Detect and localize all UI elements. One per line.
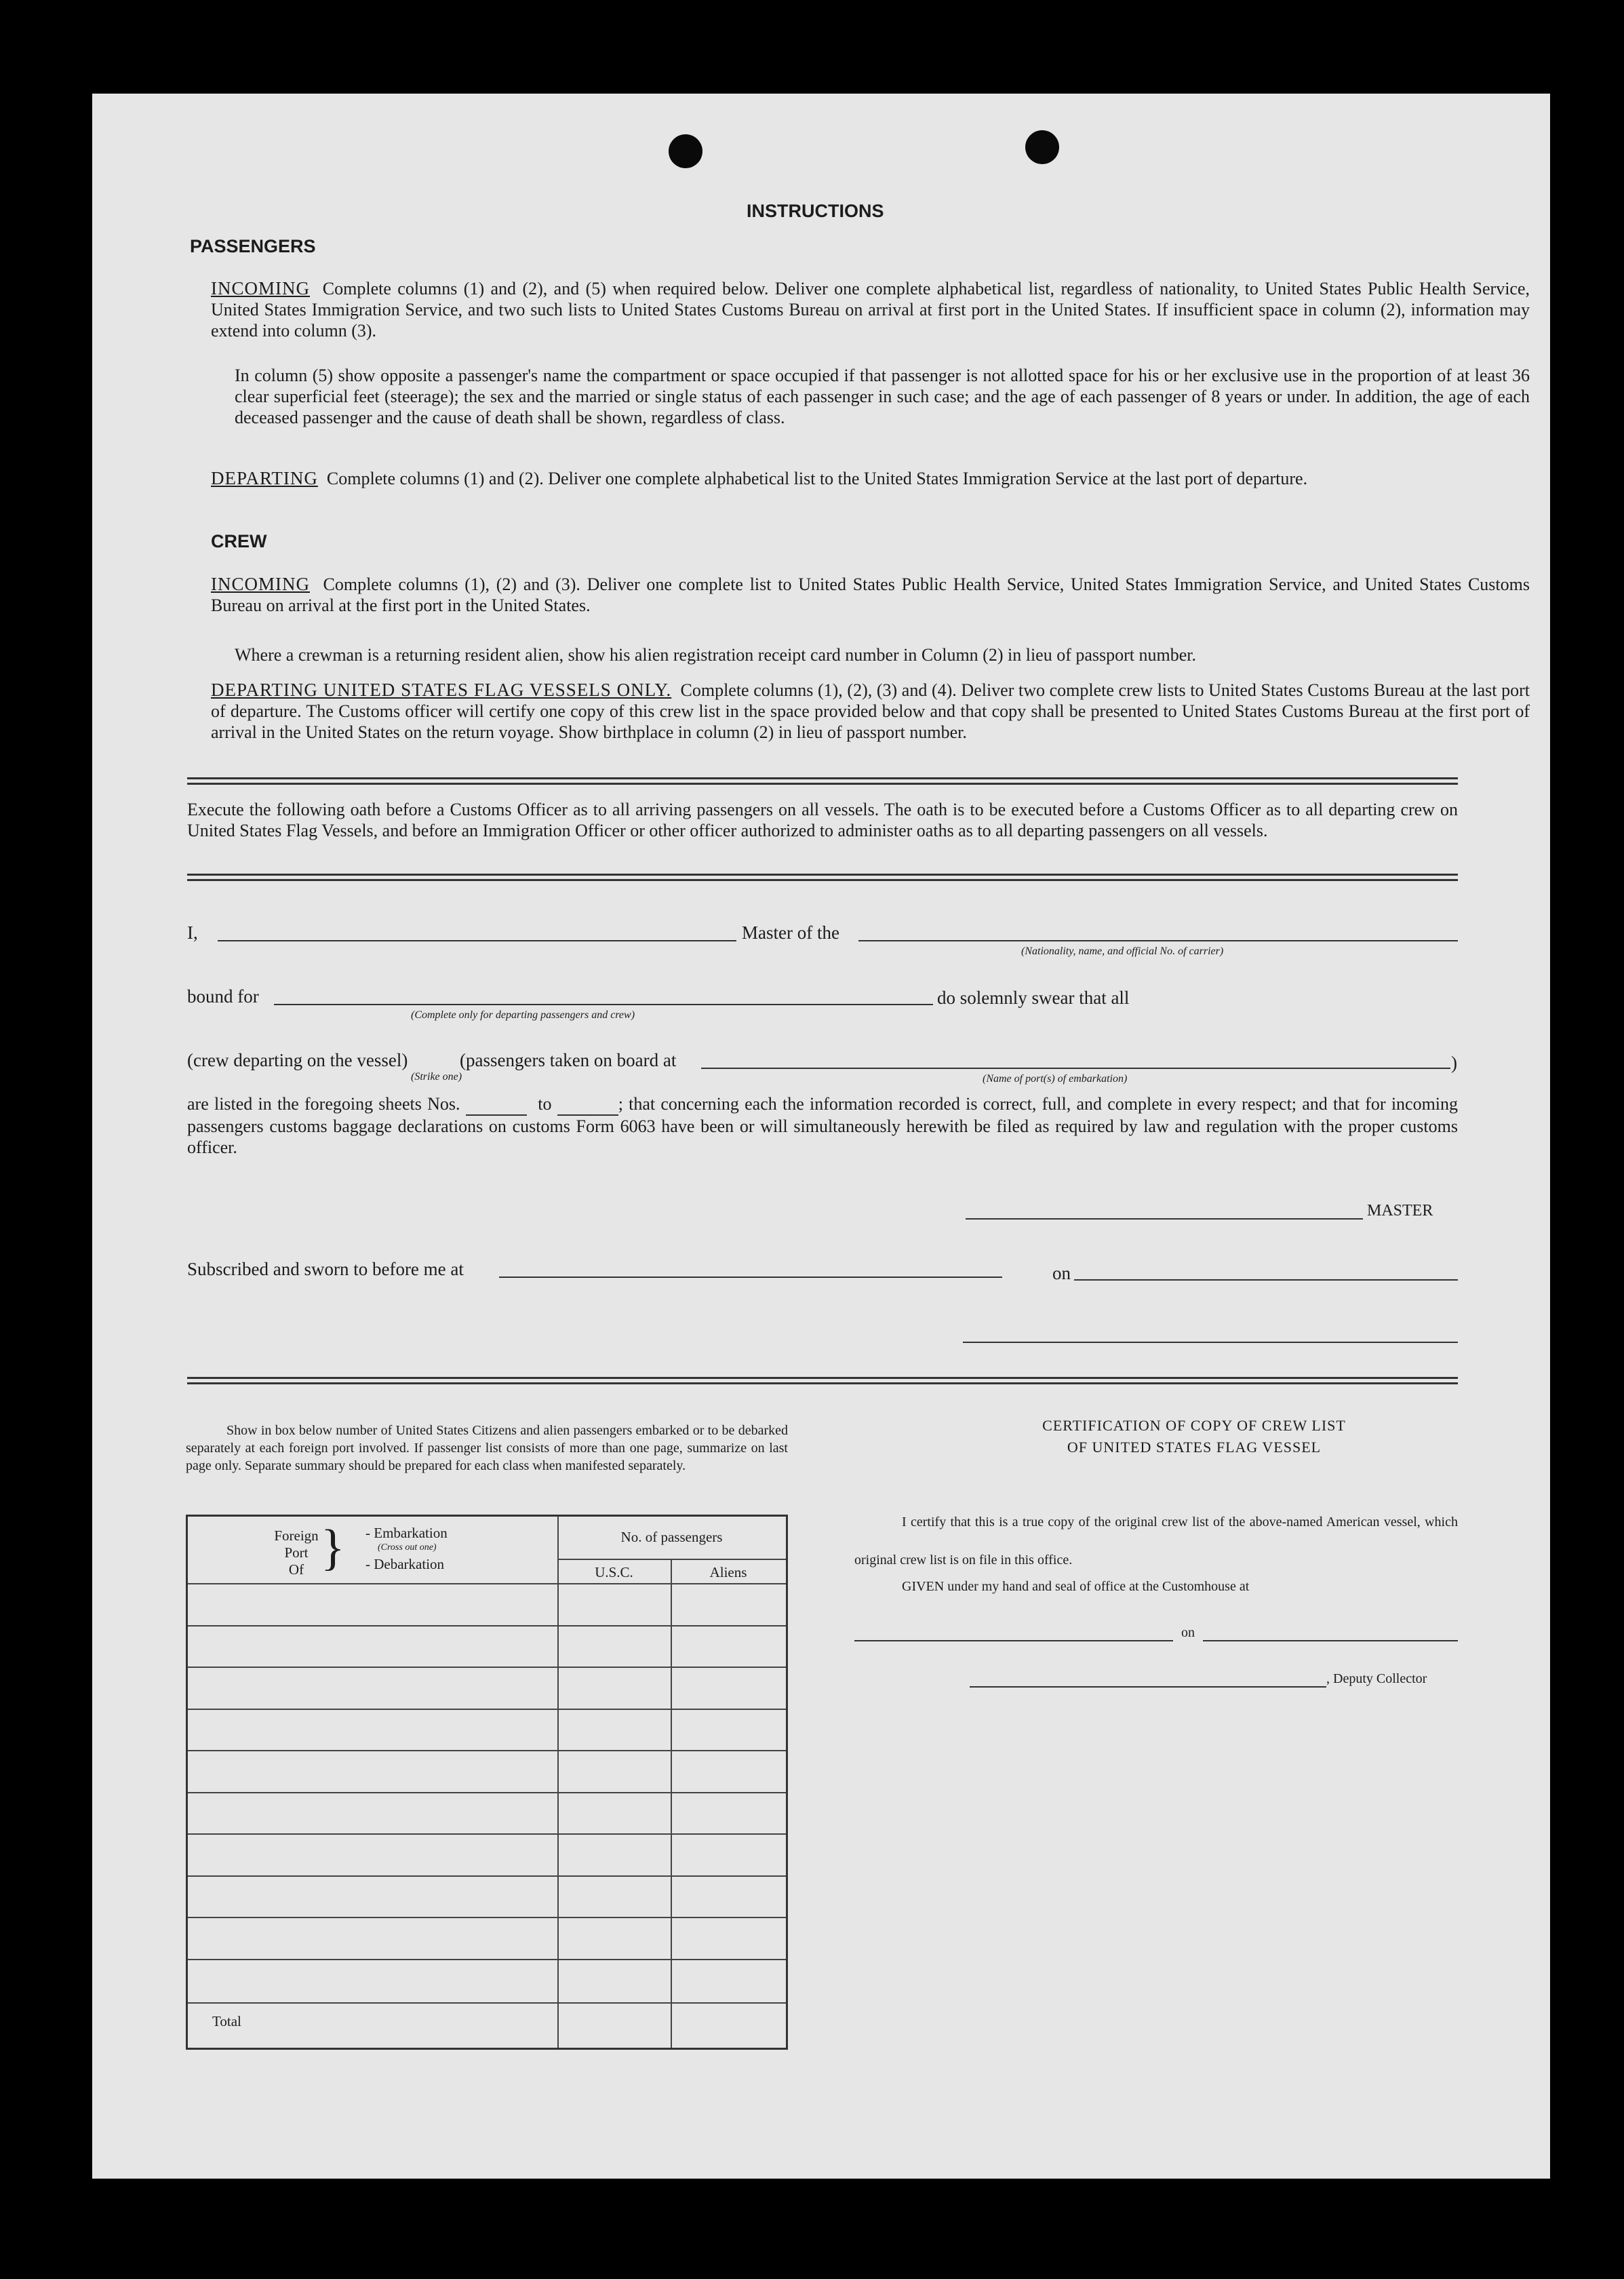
departing-us-label: DEPARTING UNITED STATES FLAG VESSELS ONLY. [211,680,672,700]
oath-i-label: I, [187,922,198,943]
foreign-port-of: Foreign Port Of [274,1527,319,1578]
master-label: MASTER [1367,1202,1433,1220]
solemnly-text: do solemnly swear that all [937,988,1130,1008]
embarkation-label[interactable]: - Embarkation [365,1525,448,1541]
sheet-to-line[interactable] [557,1093,618,1116]
listed-text-a: are listed in the foregoing sheets Nos. [187,1094,460,1114]
punch-hole-left [669,134,702,168]
crew-incoming-paragraph [211,574,1530,616]
no-passengers-header: No. of passengers [620,1529,723,1545]
embarkation-port-line[interactable] [701,1068,1450,1069]
port-note: (Name of port(s) of embarkation) [983,1073,1128,1085]
certify-text: I certify that this is a true copy of the original crew list of the above-named American vessel, which original crew list is on file in this office. [854,1515,1458,1567]
crew-incoming-text: Complete columns (1), (2) and (3). Deliver one complete list to United States Public Health Service, United States Immigration Service, and United States Customs Bureau on arrival at the first port in the United States. [211,574,1530,615]
certification-title-1: CERTIFICATION OF COPY OF CREW LIST [1042,1417,1346,1434]
passengers-departing-paragraph [211,468,1530,489]
subscribed-date-line[interactable] [1074,1279,1458,1281]
divider-top [187,777,1458,785]
passengers-taken-text[interactable]: (passengers taken on board at [460,1050,677,1070]
given-text: GIVEN under my hand and seal of office at the Customhouse at [902,1579,1250,1594]
cert-date-line[interactable] [1203,1640,1458,1641]
crew-departing-text[interactable]: (crew departing on the vessel) [187,1050,408,1070]
bound-for-line[interactable] [274,1004,933,1005]
passengers-heading: PASSENGERS [190,236,316,256]
aliens-header: Aliens [709,1564,747,1580]
usc-header: U.S.C. [595,1564,633,1580]
subscribed-label: Subscribed and sworn to before me at [187,1259,464,1279]
divider-bottom [187,1377,1458,1384]
subscribed-place-line[interactable] [499,1277,1002,1278]
column5-paragraph: In column (5) show opposite a passenger's name the compartment or space occupied if that passenger is not allotted space for his or her exclusive use in the proportion of at least 36 clear superficial feet (steerage); the sex and the married or single status of each passenger in such case; and the age of each passenger of 8 years or under. In addition, the age of each deceased passenger and the cause of death shall be shown, regardless of class. [235,366,1530,427]
crew-heading: CREW [211,531,267,551]
departing-us-paragraph [211,680,1530,743]
strike-one-note: (Strike one) [411,1071,462,1083]
passengers-departing-text: Complete columns (1) and (2). Deliver one complete alphabetical list to the United States Immigration Service at the last port of departure. [326,469,1308,488]
listed-text-b: ; that concerning each the information recorded is correct, full, and complete in every respect; and that for incoming passengers customs baggage declarations on customs Form 6063 have been or will simultaneously herewith be filed as required by law and regulation with the proper customs officer. [187,1094,1459,1157]
master-name-line[interactable] [218,940,736,941]
subscribed-on: on [1052,1263,1071,1283]
divider-oath [187,874,1458,881]
bound-note: (Complete only for departing passengers and crew) [411,1009,635,1021]
sheet-from-line[interactable] [466,1093,527,1116]
summary-instructions: Show in box below number of United States Citizens and alien passengers embarked or to be debarked separately at each foreign port involved. If passenger list consists of more than one page, summarize on last page only. Separate summary should be prepared for each class when manifested separately. [186,1423,788,1473]
total-label: Total [212,2013,241,2029]
debarkation-label[interactable]: - Debarkation [365,1556,445,1572]
oath-intro: Execute the following oath before a Customs Officer as to all arriving passengers on all vessels. The oath is to be executed before a Customs Officer as to all departing crew on United States Flag Vessels, and before an Immigration Officer or other officer authorized to administer oaths as to all departing passengers on all vessels. [187,800,1458,840]
master-of-label: Master of the [742,922,839,943]
instructions-title: INSTRUCTIONS [747,201,884,221]
customhouse-line[interactable] [854,1640,1173,1641]
close-paren: ) [1451,1053,1457,1073]
departing-us-text: Complete columns (1), (2), (3) and (4). Deliver two complete crew lists to United States Customs Bureau at the last port of departure. The Customs officer will certify one copy of this crew list in the space provided below and that copy shall be presented to United States Customs Bureau at the first port of arrival in the United States on the return voyage. Show birthplace in column (2) in lieu of passport number. [211,680,1530,742]
passenger-summary-table [186,1515,788,2050]
crew-incoming-label: INCOMING [211,574,310,594]
certification-title [933,1415,1455,1458]
form-page [92,94,1550,2179]
passengers-incoming-label: INCOMING [211,278,310,298]
cross-out-note: (Cross out one) [378,1542,437,1553]
brace: } [321,1520,345,1576]
deputy-collector-label: , Deputy Collector [1326,1671,1427,1686]
punch-hole-right [1025,130,1059,164]
officer-signature-line[interactable] [963,1342,1458,1343]
deputy-signature-line[interactable] [970,1686,1326,1688]
carrier-line[interactable] [858,940,1458,941]
cert-on: on [1181,1625,1195,1640]
certification-title-2: OF UNITED STATES FLAG VESSEL [1067,1439,1322,1456]
crewman-paragraph: Where a crewman is a returning resident alien, show his alien registration receipt card number in Column (2) in lieu of passport number. [235,645,1197,665]
bound-for-label: bound for [187,986,259,1007]
passengers-departing-label: DEPARTING [211,468,318,488]
carrier-note: (Nationality, name, and official No. of carrier) [1021,946,1224,957]
listed-to: to [538,1094,552,1114]
passengers-incoming-paragraph [211,278,1530,341]
passengers-incoming-text: Complete columns (1) and (2), and (5) when required below. Deliver one complete alphabetical list, regardless of nationality, to United States Public Health Service, United States Immigration Service, and two such lists to United States Customs Bureau on arrival at first port in the United States. If insufficient space in column (2), information may extend into column (3). [211,279,1530,340]
master-signature-line[interactable] [966,1218,1363,1220]
listed-paragraph [187,1093,1458,1158]
